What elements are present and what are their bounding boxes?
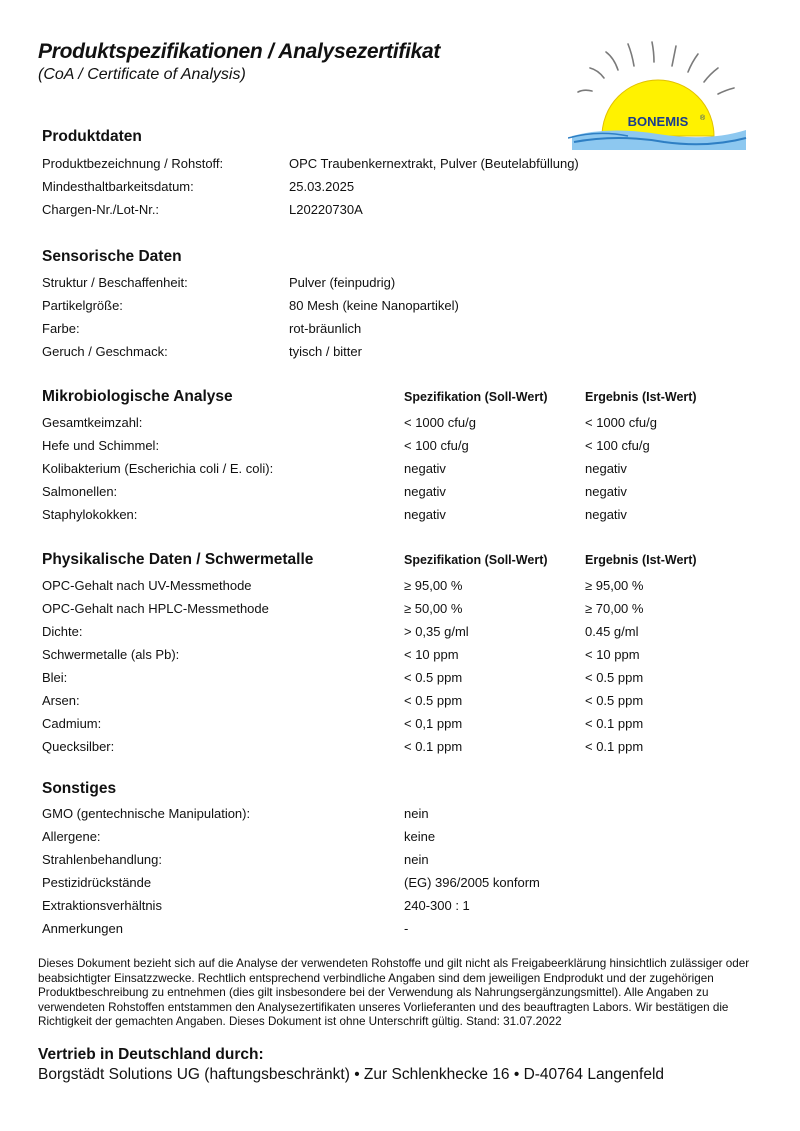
row-value: 25.03.2025 bbox=[289, 179, 355, 194]
row-value: L20220730A bbox=[289, 202, 363, 217]
row-result: ≥ 95,00 % bbox=[585, 578, 644, 593]
row-label: Blei: bbox=[42, 670, 68, 685]
logo-wordmark: BONEMIS bbox=[627, 114, 689, 129]
row-result: 0.45 g/ml bbox=[585, 624, 639, 639]
row-spec: < 0.5 ppm bbox=[404, 670, 463, 685]
row-result: negativ bbox=[585, 461, 627, 476]
row-result: < 0.1 ppm bbox=[585, 739, 644, 754]
row-label: Strahlenbehandlung: bbox=[42, 852, 162, 867]
row-spec: < 100 cfu/g bbox=[404, 438, 469, 453]
row-label: Struktur / Beschaffenheit: bbox=[42, 275, 188, 290]
row-label: Gesamtkeimzahl: bbox=[42, 415, 143, 430]
row-label: Hefe und Schimmel: bbox=[42, 438, 160, 453]
row-label: Geruch / Geschmack: bbox=[42, 344, 168, 359]
row-value: - bbox=[404, 921, 409, 936]
row-label: Farbe: bbox=[42, 321, 80, 336]
row-spec: < 0.5 ppm bbox=[404, 693, 463, 708]
row-spec: > 0,35 g/ml bbox=[404, 624, 469, 639]
row-spec: < 10 ppm bbox=[404, 647, 459, 662]
row-value: nein bbox=[404, 852, 429, 867]
page-title: Produktspezifikationen / Analysezertifikat bbox=[38, 40, 441, 63]
section-heading-sonstiges: Sonstiges bbox=[42, 780, 117, 797]
row-value: OPC Traubenkernextrakt, Pulver (Beutelabfüllung) bbox=[289, 156, 579, 171]
row-label: Allergene: bbox=[42, 829, 101, 844]
row-result: < 100 cfu/g bbox=[585, 438, 650, 453]
row-value: rot-bräunlich bbox=[289, 321, 362, 336]
row-result: < 0.5 ppm bbox=[585, 693, 644, 708]
row-label: OPC-Gehalt nach UV-Messmethode bbox=[42, 578, 252, 593]
row-label: Staphylokokken: bbox=[42, 507, 138, 522]
row-result: negativ bbox=[585, 484, 627, 499]
row-label: Extraktionsverhältnis bbox=[42, 898, 162, 913]
section-heading-mikro: Mikrobiologische Analyse bbox=[42, 388, 233, 405]
row-result: < 1000 cfu/g bbox=[585, 415, 657, 430]
row-label: Anmerkungen bbox=[42, 921, 123, 936]
row-label: GMO (gentechnische Manipulation): bbox=[42, 806, 251, 821]
section-heading-phys: Physikalische Daten / Schwermetalle bbox=[42, 551, 314, 568]
row-label: Chargen-Nr./Lot-Nr.: bbox=[42, 202, 160, 217]
logo-registered-mark: ® bbox=[700, 115, 706, 122]
bonemis-logo bbox=[568, 40, 748, 150]
row-result: negativ bbox=[585, 507, 627, 522]
column-header-result: Ergebnis (Ist-Wert) bbox=[585, 553, 697, 567]
row-label: Pestizidrückstände bbox=[42, 875, 152, 890]
row-label: Quecksilber: bbox=[42, 739, 115, 754]
row-result: < 10 ppm bbox=[585, 647, 640, 662]
row-value: (EG) 396/2005 konform bbox=[404, 875, 540, 890]
row-label: Dichte: bbox=[42, 624, 83, 639]
row-spec: negativ bbox=[404, 507, 446, 522]
row-label: Schwermetalle (als Pb): bbox=[42, 647, 180, 662]
row-result: < 0.5 ppm bbox=[585, 670, 644, 685]
section-heading-produktdaten: Produktdaten bbox=[42, 128, 142, 145]
disclaimer-text: Dieses Dokument bezieht sich auf die Analyse der verwendeten Rohstoffe und gilt nicht als Freigabeerklärung hinsichtlich zulässiger oder beabsichtigter Einsatzzwecke. Rechtlich entsprechend verbindliche Angaben sind dem jeweiligen Endprodukt und der zugehörigen Produktbeschreibung zu entnehmen (dies gilt insbesondere bei der Verwendung als Nahrungsergänzungsmittel). Alle Angaben zu verwendeten Rohstoffen entstammen den Analysezertifikaten unseres Vorlieferanten und des beauftragten Labors. Wir bestätigen die Richtigkeit der gemachten Angaben. Dieses Dokument ist ohne Unterschrift gültig. Stand: 31.07.2022 bbox=[38, 957, 750, 1028]
column-header-spec: Spezifikation (Soll-Wert) bbox=[404, 390, 548, 404]
page-subtitle: (CoA / Certificate of Analysis) bbox=[38, 66, 246, 83]
row-label: Partikelgröße: bbox=[42, 298, 123, 313]
distribution-address: Borgstädt Solutions UG (haftungsbeschränkt) • Zur Schlenkhecke 16 • D-40764 Langenfeld bbox=[38, 1066, 665, 1083]
row-value: 240-300 : 1 bbox=[404, 898, 470, 913]
row-spec: < 0,1 ppm bbox=[404, 716, 463, 731]
row-value: 80 Mesh (keine Nanopartikel) bbox=[289, 298, 459, 313]
row-value: tyisch / bitter bbox=[289, 344, 362, 359]
row-label: Salmonellen: bbox=[42, 484, 118, 499]
column-header-spec: Spezifikation (Soll-Wert) bbox=[404, 553, 548, 567]
section-heading-sensorisch: Sensorische Daten bbox=[42, 248, 182, 265]
row-label: Mindesthaltbarkeitsdatum: bbox=[42, 179, 194, 194]
row-spec: < 0.1 ppm bbox=[404, 739, 463, 754]
row-spec: negativ bbox=[404, 484, 446, 499]
row-label: Arsen: bbox=[42, 693, 80, 708]
row-value: keine bbox=[404, 829, 436, 844]
row-spec: < 1000 cfu/g bbox=[404, 415, 476, 430]
row-label: OPC-Gehalt nach HPLC-Messmethode bbox=[42, 601, 269, 616]
row-label: Kolibakterium (Escherichia coli / E. coli): bbox=[42, 461, 274, 476]
distribution-heading: Vertrieb in Deutschland durch: bbox=[38, 1046, 264, 1063]
column-header-result: Ergebnis (Ist-Wert) bbox=[585, 390, 697, 404]
row-spec: ≥ 50,00 % bbox=[404, 601, 463, 616]
row-result: ≥ 70,00 % bbox=[585, 601, 644, 616]
row-value: nein bbox=[404, 806, 429, 821]
row-spec: ≥ 95,00 % bbox=[404, 578, 463, 593]
row-label: Cadmium: bbox=[42, 716, 102, 731]
row-label: Produktbezeichnung / Rohstoff: bbox=[42, 156, 224, 171]
row-value: Pulver (feinpudrig) bbox=[289, 275, 396, 290]
row-spec: negativ bbox=[404, 461, 446, 476]
row-result: < 0.1 ppm bbox=[585, 716, 644, 731]
